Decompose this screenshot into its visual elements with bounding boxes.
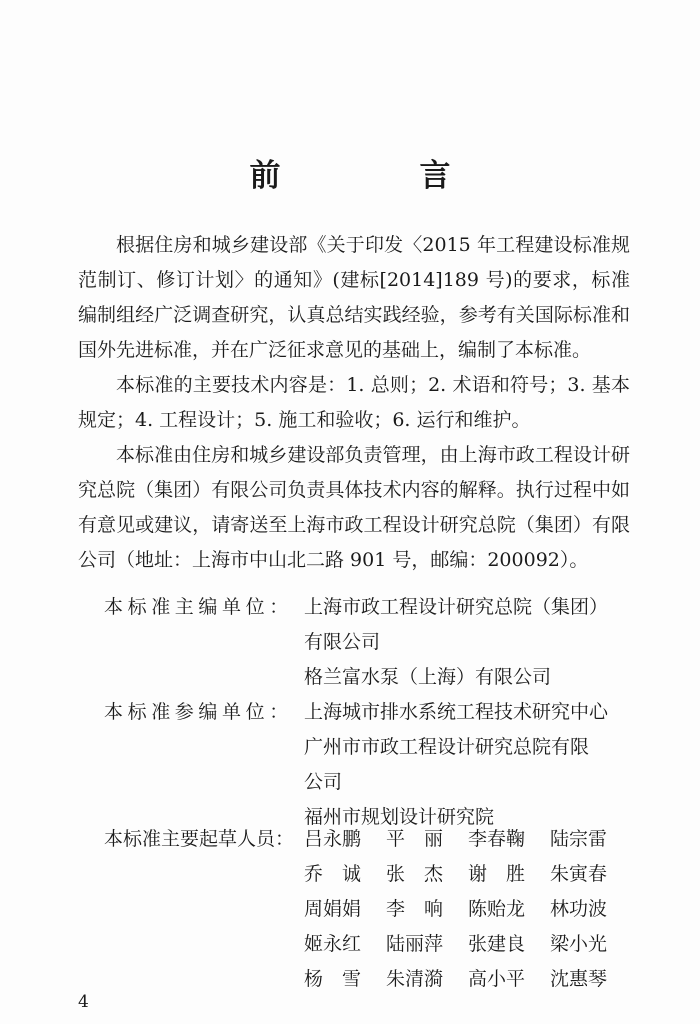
unit-line: 广州市市政工程设计研究总院有限 [304, 736, 590, 758]
unit-line: 格兰富水泵（上海）有限公司 [304, 666, 552, 688]
drafter-name: 周娟娟 [304, 898, 362, 920]
chief-units-label: 本标准主编单位： [104, 596, 293, 618]
drafters-section [104, 822, 632, 997]
drafter-name: 张建良 [468, 933, 526, 955]
unit-line: 福州市规划设计研究院 [304, 806, 495, 828]
chief-units-list [304, 590, 634, 695]
drafter-name: 李春鞠 [468, 828, 526, 850]
paragraph-text: 本标准由住房和城乡建设部负责管理，由上海市政工程设计研究总院（集团）有限公司负责具体技术内容的解释。执行过程中如有意见或建议，请寄送至上海市政工程设计研究总院（集团）有限公司（地址：上海市中山北二路 901 号，邮编：200092）。 [78, 444, 630, 571]
drafter-name: 李 响 [386, 898, 444, 920]
unit-line: 公司 [304, 771, 343, 793]
participating-units-list [304, 695, 634, 835]
chief-units-section [104, 590, 634, 695]
drafters-names-grid [304, 822, 632, 997]
drafter-name: 杨 雪 [304, 968, 362, 990]
drafter-name: 朱寅春 [550, 863, 608, 885]
preface-paragraph-1 [78, 228, 630, 368]
drafter-name: 高小平 [468, 968, 526, 990]
drafter-name: 陆丽萍 [386, 933, 444, 955]
drafter-name: 平 丽 [386, 828, 444, 850]
drafter-name: 吕永鹏 [304, 828, 362, 850]
drafter-name: 梁小光 [550, 933, 608, 955]
page-number: 4 [78, 992, 89, 1012]
preface-paragraph-2 [78, 368, 630, 438]
page-title: 前 言 [249, 158, 505, 194]
preface-paragraph-3 [78, 438, 630, 578]
drafter-name: 谢 胜 [468, 863, 526, 885]
unit-line: 上海市政工程设计研究总院（集团） [304, 596, 609, 618]
drafter-name: 朱清漪 [386, 968, 444, 990]
paragraph-text: 根据住房和城乡建设部《关于印发〈2015 年工程建设标准规范制订、修订计划〉的通知》(建标[2014]189 号)的要求，标准编制组经广泛调查研究，认真总结实践经验，参考有关国际标准和国外先进标准，并在广泛征求意见的基础上，编制了本标准。 [78, 234, 630, 361]
unit-line: 上海城市排水系统工程技术研究中心 [304, 701, 609, 723]
drafter-name: 陈贻龙 [468, 898, 526, 920]
drafter-name: 乔 诚 [304, 863, 362, 885]
drafter-name: 张 杰 [386, 863, 444, 885]
drafter-name: 姬永红 [304, 933, 362, 955]
drafter-name: 陆宗雷 [550, 828, 608, 850]
paragraph-text: 本标准的主要技术内容是：1. 总则；2. 术语和符号；3. 基本规定；4. 工程设计；5. 施工和验收；6. 运行和维护。 [78, 374, 630, 431]
unit-line: 有限公司 [304, 631, 381, 653]
drafters-label: 本标准主要起草人员： [104, 828, 295, 850]
drafter-name: 沈惠琴 [550, 968, 608, 990]
drafter-name: 林功波 [550, 898, 608, 920]
participating-units-section [104, 695, 634, 835]
participating-units-label: 本标准参编单位： [104, 701, 293, 723]
